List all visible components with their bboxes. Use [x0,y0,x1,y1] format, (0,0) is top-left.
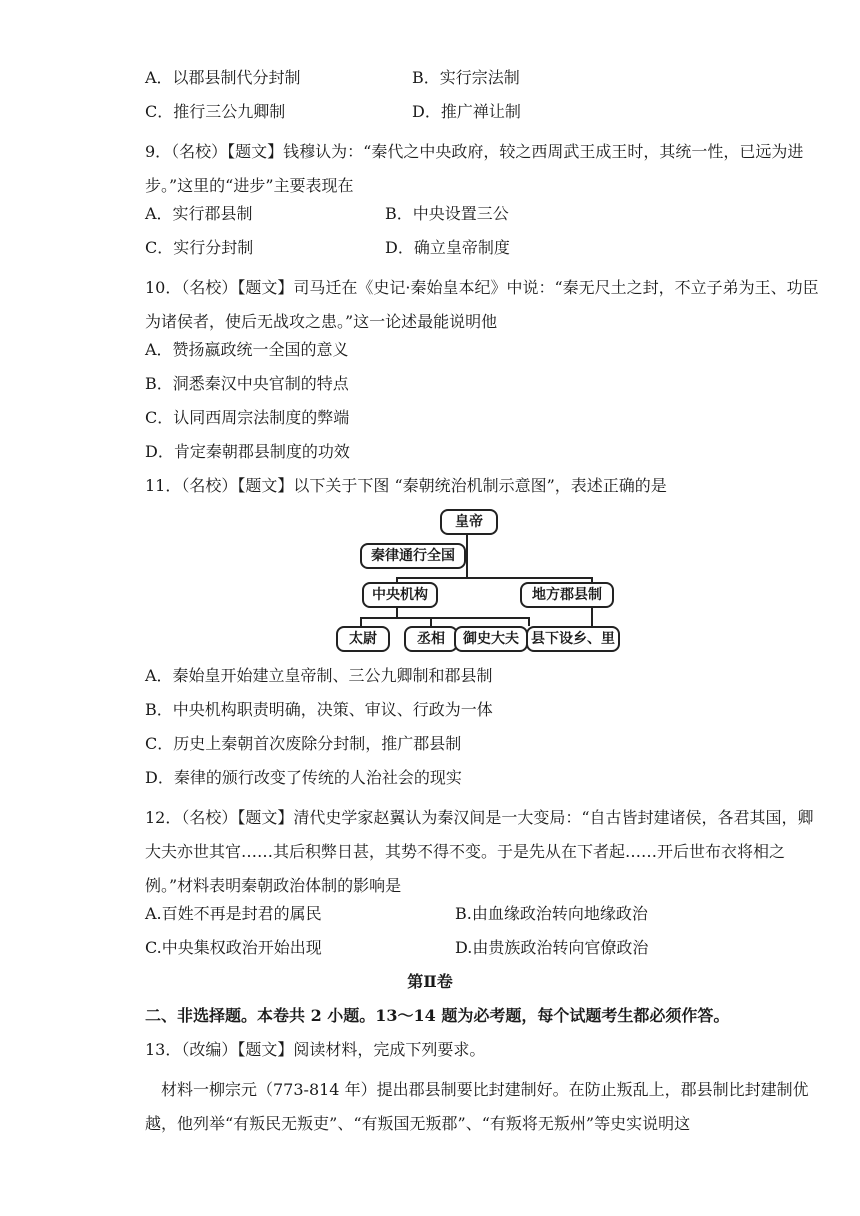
q10-option-c: C．认同西周宗法制度的弊端 [145,408,350,427]
q11-stem: 11．（名校）【题文】以下关于下图 “秦朝统治机制示意图”，表述正确的是 [145,476,667,495]
q13-material: 材料一柳宗元（773-814 年）提出郡县制要比封建制好。在防止叛乱上，郡县制比封建制优越，他列举“有叛民无叛吏”、“有叛国无叛郡”、“有叛将无叛州”等史实说明这 [145,1080,809,1133]
q10-option-a: A．赞扬嬴政统一全国的意义 [145,340,349,359]
diagram-box-yushi: 御史大夫 [454,626,528,652]
q11-option-d: D．秦律的颁行改变了传统的人治社会的现实 [145,768,462,787]
q10-option-d: D．肯定秦朝郡县制度的功效 [145,442,350,461]
q10-stem: 10．（名校）【题文】司马迁在《史记·秦始皇本纪》中说：“秦无尺土之封，不立子弟为王、功臣为诸侯者，使后无战攻之患。”这一论述最能说明他 [145,278,819,331]
q10-option-b: B．洞悉秦汉中央官制的特点 [145,374,349,393]
q13-stem: 13．（改编）【题文】阅读材料，完成下列要求。 [145,1040,486,1059]
q8-option-d: D．推广禅让制 [412,102,521,121]
section-title: 第Ⅱ卷 [407,972,453,991]
q12-option-d: D.由贵族政治转向官僚政治 [455,938,649,957]
q12-option-b: B.由血缘政治转向地缘政治 [455,904,648,923]
q9-option-d: D．确立皇帝制度 [385,238,510,257]
diagram-box-emperor: 皇帝 [440,509,498,535]
diagram-box-taiwei: 太尉 [336,626,390,652]
diagram-box-central: 中央机构 [362,582,438,608]
q8-option-c: C．推行三公九卿制 [145,102,286,121]
q12-option-c: C.中央集权政治开始出现 [145,938,322,957]
q12-option-a: A.百姓不再是封君的属民 [145,904,322,923]
section-instruction: 二、非选择题。本卷共 2 小题。13～14 题为必考题，每个试题考生都必须作答。 [145,1006,730,1025]
q11-option-b: B．中央机构职责明确，决策、审议、行政为一体 [145,700,493,719]
diagram-box-chengxiang: 丞相 [404,626,458,652]
diagram-box-xiang: 县下设乡、里 [526,626,620,652]
qin-governance-diagram [330,505,620,653]
q11-option-a: A．秦始皇开始建立皇帝制、三公九卿制和郡县制 [145,666,493,685]
q8-option-a: A．以郡县制代分封制 [145,68,301,87]
diagram-box-law: 秦律通行全国 [360,543,466,569]
q9-option-b: B．中央设置三公 [385,204,509,223]
diagram-box-local: 地方郡县制 [520,582,614,608]
q9-option-c: C．实行分封制 [145,238,254,257]
q9-stem: 9．（名校）【题文】钱穆认为：“秦代之中央政府，较之西周武王成王时，其统一性，已远为进步。”这里的“进步”主要表现在 [145,142,804,195]
q12-stem: 12．（名校）【题文】清代史学家赵翼认为秦汉间是一大变局：“自古皆封建诸侯，各君其国，卿大夫亦世其官……其后积弊日甚，其势不得不变。于是先从在下者起……开后世布衣将相之例。”材料表明秦朝政治体制的影响是 [145,808,814,895]
q8-option-b: B．实行宗法制 [412,68,520,87]
q11-option-c: C．历史上秦朝首次废除分封制，推广郡县制 [145,734,462,753]
q9-option-a: A．实行郡县制 [145,204,253,223]
